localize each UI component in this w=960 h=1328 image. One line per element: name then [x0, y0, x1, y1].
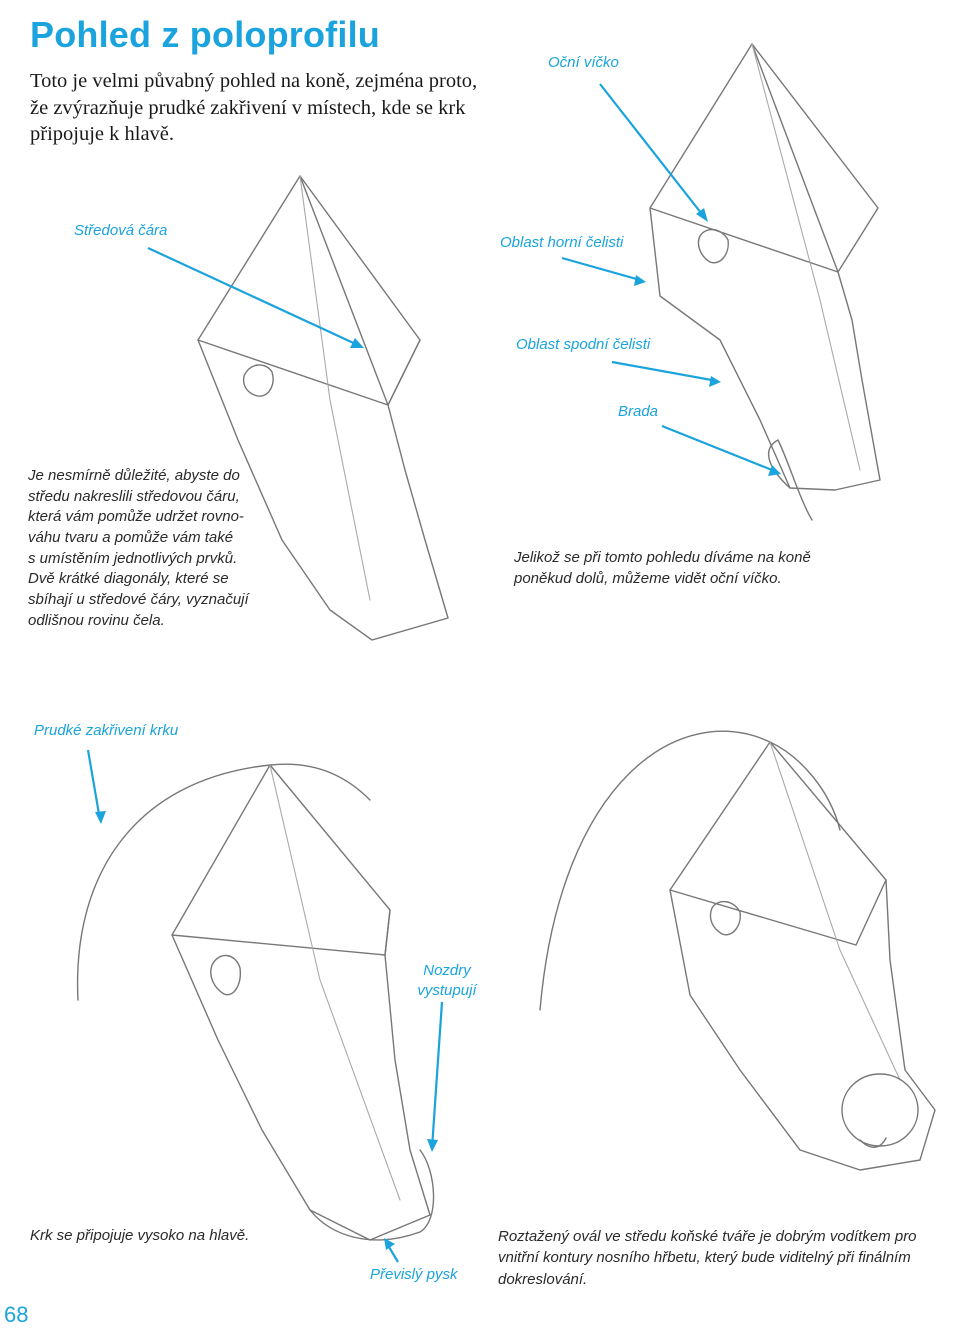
note-line: středu nakreslili středovou čáru, [28, 487, 240, 505]
callout-arrows [88, 84, 781, 1262]
note-stredova-cara [28, 466, 328, 632]
note-line: váhu tvaru a pomůže vám také [28, 529, 234, 547]
label-previsly-pysk: Převislý pysk [370, 1266, 458, 1283]
intro-paragraph: Toto je velmi půvabný pohled na koně, zejména proto, že zvýrazňuje prudké zakřivení v místech, kde se krk připojuje k hlavě. [30, 70, 478, 146]
label-stredova-cara: Středová čára [74, 222, 168, 239]
note-line: Jelikož se při tomto pohledu díváme na koně [514, 549, 811, 566]
label-nozdry-line1: Nozdry [423, 962, 471, 979]
sketch-head-neck-2 [540, 731, 935, 1170]
note-line: dokreslování. [498, 1270, 588, 1288]
label-nozdry-line2: vystupují [417, 982, 477, 999]
sketch-head-neck-1 [78, 764, 434, 1240]
sketch-block-head-2 [650, 44, 880, 520]
note-line: vnitřní kontury nosního hřbetu, který bude viditelný při finálním [498, 1249, 911, 1267]
label-nozdry [416, 962, 478, 999]
note-oval [498, 1226, 948, 1290]
note-ocni-vicko [514, 548, 934, 589]
label-ocni-vicko: Oční víčko [548, 54, 619, 71]
page-number: 68 [4, 1302, 29, 1327]
note-line: Roztažený ovál ve středu koňské tváře je dobrým vodítkem pro [498, 1228, 917, 1245]
label-prudke-zakriveni: Prudké zakřivení krku [34, 722, 179, 739]
note-line: poněkud dolů, můžeme vidět oční víčko. [514, 569, 782, 587]
note-line: odlišnou rovinu čela. [28, 611, 165, 629]
label-spodni-celist: Oblast spodní čelisti [516, 336, 651, 353]
note-line: Dvě krátké diagonály, které se [28, 570, 229, 588]
note-line: Je nesmírně důležité, abyste do [28, 467, 240, 484]
note-krk: Krk se připojuje vysoko na hlavě. [30, 1227, 250, 1244]
note-line: která vám pomůže udržet rovno- [28, 508, 244, 526]
label-horni-celist: Oblast horní čelisti [500, 234, 624, 251]
label-brada: Brada [618, 403, 659, 420]
note-line: s umístěním jednotlivých prvků. [28, 549, 238, 567]
note-line: sbíhají u středové čáry, vyznačují [28, 591, 249, 609]
page-title: Pohled z poloprofilu [30, 14, 380, 55]
